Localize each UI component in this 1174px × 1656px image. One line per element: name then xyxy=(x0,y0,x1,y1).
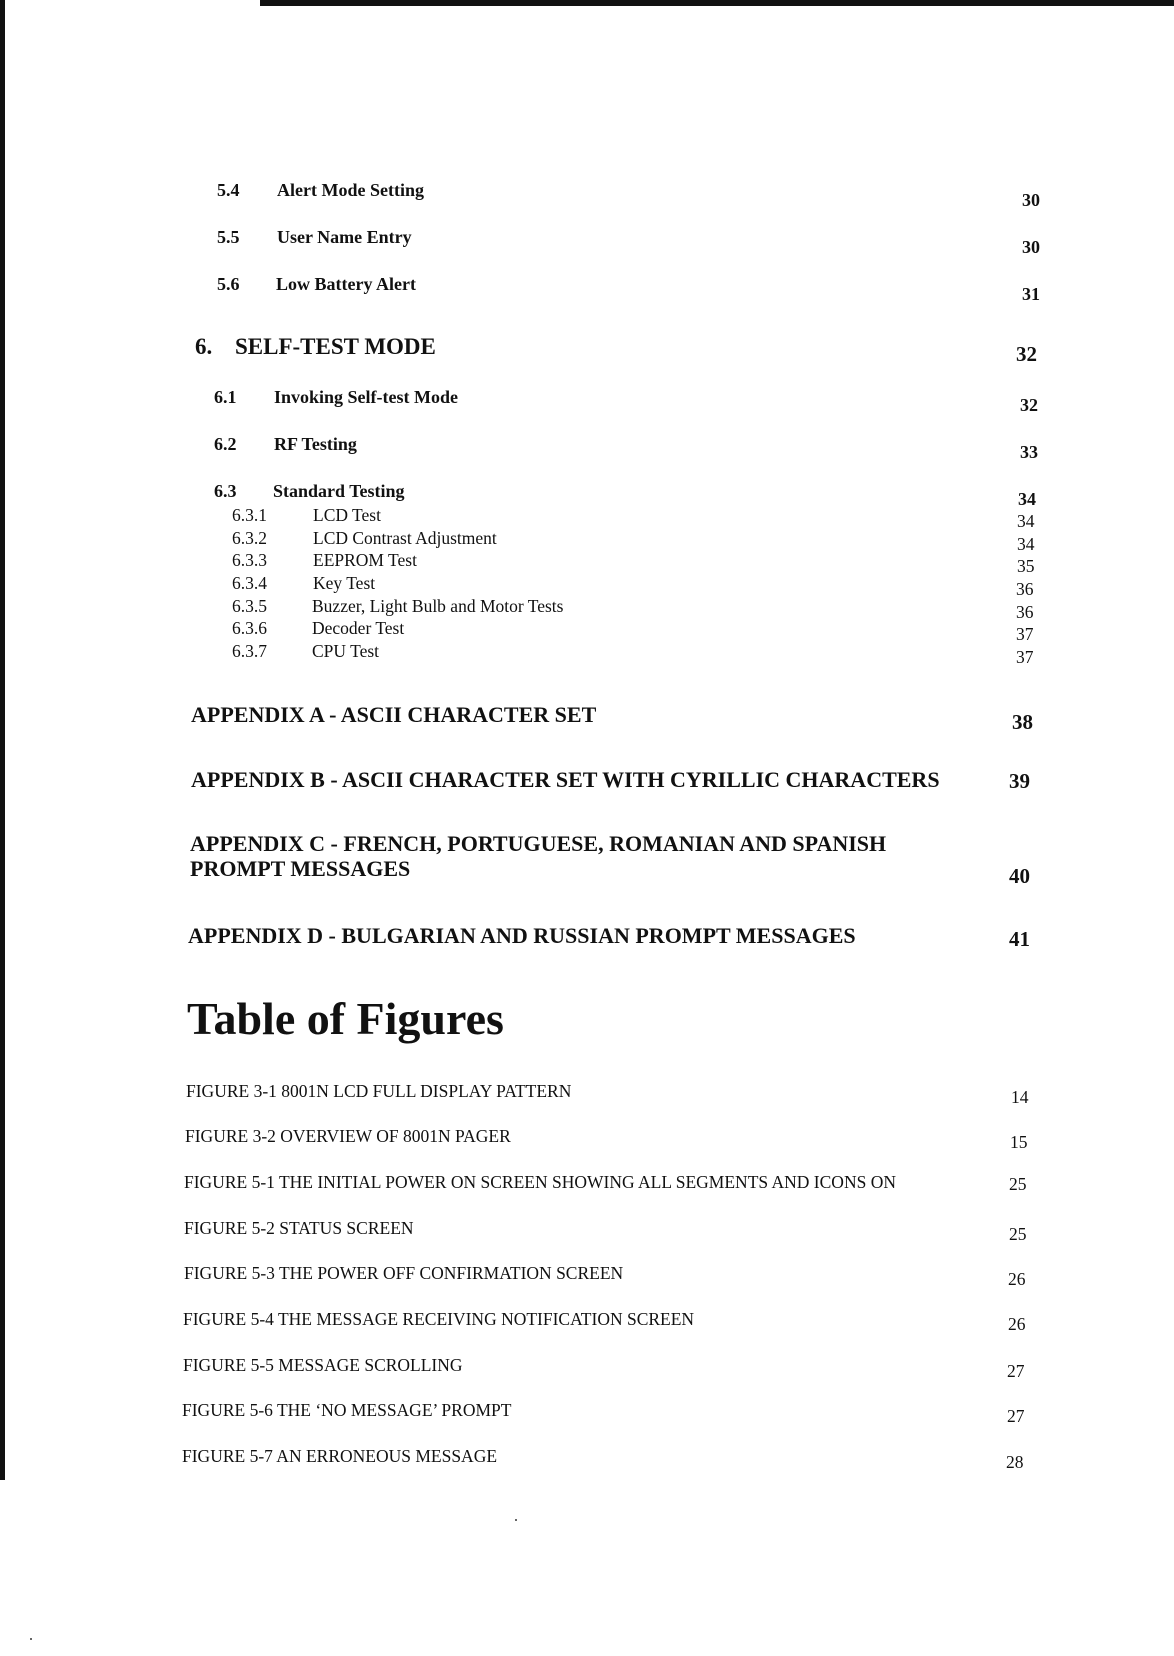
toc-page: 41 xyxy=(1009,927,1030,951)
toc-entry-appendix-a[interactable] xyxy=(0,702,1174,732)
figure-entry-5-2[interactable] xyxy=(0,1218,1174,1248)
toc-page: 37 xyxy=(1016,624,1034,644)
toc-page: 40 xyxy=(1009,864,1030,888)
figure-page: 26 xyxy=(1008,1314,1026,1334)
toc-page: 30 xyxy=(1022,237,1040,257)
toc-title: Standard Testing xyxy=(273,481,405,501)
toc-title: RF Testing xyxy=(274,434,357,454)
figure-page: 14 xyxy=(1011,1087,1029,1107)
figure-title: FIGURE 5-2 STATUS SCREEN xyxy=(184,1218,414,1238)
toc-entry-6-1[interactable] xyxy=(0,387,1174,417)
figure-page: 26 xyxy=(1008,1269,1026,1289)
figure-page: 27 xyxy=(1007,1406,1025,1426)
toc-title-line2: PROMPT MESSAGES xyxy=(190,856,411,881)
toc-page: 30 xyxy=(1022,190,1040,210)
toc-number: 5.5 xyxy=(217,227,240,247)
figure-title: FIGURE 5-4 THE MESSAGE RECEIVING NOTIFICATION SCREEN xyxy=(183,1309,695,1329)
toc-entry-appendix-b[interactable] xyxy=(0,767,1174,797)
toc-number: 6.3 xyxy=(214,481,237,501)
toc-number: 6.1 xyxy=(214,387,237,407)
scan-speck xyxy=(30,1638,32,1640)
toc-title: Invoking Self-test Mode xyxy=(274,387,458,407)
toc-number: 6.3.1 xyxy=(232,505,267,525)
toc-page: 34 xyxy=(1018,489,1036,509)
toc-entry-6-2[interactable] xyxy=(0,434,1174,464)
toc-number: 6.3.4 xyxy=(232,573,267,593)
figure-title: FIGURE 3-1 8001N LCD FULL DISPLAY PATTERN xyxy=(186,1081,572,1101)
toc-page: 35 xyxy=(1017,556,1035,576)
toc-number: 6.3.5 xyxy=(232,596,267,616)
toc-title: APPENDIX D - BULGARIAN AND RUSSIAN PROMPT MESSAGES xyxy=(188,923,856,948)
toc-number: 6.3.7 xyxy=(232,641,267,661)
toc-title: User Name Entry xyxy=(277,227,412,247)
figure-page: 28 xyxy=(1006,1452,1024,1472)
toc-number: 6.3.3 xyxy=(232,550,267,570)
toc-title: LCD Contrast Adjustment xyxy=(313,528,497,548)
toc-page: 33 xyxy=(1020,442,1038,462)
figure-entry-3-1[interactable] xyxy=(0,1081,1174,1111)
toc-title: APPENDIX A - ASCII CHARACTER SET xyxy=(191,702,597,727)
figure-title: FIGURE 5-5 MESSAGE SCROLLING xyxy=(183,1355,463,1375)
toc-entry-appendix-d[interactable] xyxy=(0,923,1174,953)
toc-page: 37 xyxy=(1016,647,1034,667)
figure-entry-5-3[interactable] xyxy=(0,1263,1174,1293)
toc-number: 6.2 xyxy=(214,434,237,454)
figure-title: FIGURE 3-2 OVERVIEW OF 8001N PAGER xyxy=(185,1126,511,1146)
toc-title: Key Test xyxy=(313,573,376,593)
toc-title: Low Battery Alert xyxy=(276,274,416,294)
toc-page: 31 xyxy=(1022,284,1040,304)
toc-page: 34 xyxy=(1017,534,1035,554)
toc-entry-6-3-7[interactable] xyxy=(0,641,1174,671)
figure-title: FIGURE 5-3 THE POWER OFF CONFIRMATION SCREEN xyxy=(184,1263,624,1283)
figure-title: FIGURE 5-7 AN ERRONEOUS MESSAGE xyxy=(182,1446,498,1466)
toc-title: EEPROM Test xyxy=(313,550,417,570)
toc-title: Decoder Test xyxy=(312,618,405,638)
toc-title: LCD Test xyxy=(313,505,381,525)
figure-entry-5-1[interactable] xyxy=(0,1172,1174,1202)
toc-number: 6. xyxy=(195,334,213,359)
figure-title: FIGURE 5-6 THE ‘NO MESSAGE’ PROMPT xyxy=(182,1400,512,1420)
figures-heading: Table of Figures xyxy=(187,993,504,1044)
figure-title: FIGURE 5-1 THE INITIAL POWER ON SCREEN SHOWING ALL SEGMENTS AND ICONS ON xyxy=(184,1172,896,1192)
toc-page: 36 xyxy=(1016,602,1034,622)
toc-page: 34 xyxy=(1017,511,1035,531)
toc-number: 6.3.6 xyxy=(232,618,267,638)
figure-page: 27 xyxy=(1007,1361,1025,1381)
figure-page: 25 xyxy=(1009,1174,1027,1194)
toc-page: 32 xyxy=(1016,342,1037,366)
figure-entry-5-5[interactable] xyxy=(0,1355,1174,1385)
figure-entry-5-6[interactable] xyxy=(0,1400,1174,1430)
toc-number: 5.6 xyxy=(217,274,240,294)
toc-title: APPENDIX B - ASCII CHARACTER SET WITH CYRILLIC CHARACTERS xyxy=(191,767,940,792)
toc-entry-appendix-c[interactable] xyxy=(0,831,1174,891)
toc-entry-5-4[interactable] xyxy=(0,180,1174,210)
toc-page: 38 xyxy=(1012,710,1033,734)
toc-title: CPU Test xyxy=(312,641,380,661)
toc-page: 36 xyxy=(1016,579,1034,599)
figure-page: 15 xyxy=(1010,1132,1028,1152)
figure-entry-5-4[interactable] xyxy=(0,1309,1174,1339)
toc-title: Buzzer, Light Bulb and Motor Tests xyxy=(312,596,564,616)
toc-entry-5-6[interactable] xyxy=(0,274,1174,304)
figure-page: 25 xyxy=(1009,1224,1027,1244)
scan-speck xyxy=(515,1519,517,1521)
toc-title-line1: APPENDIX C - FRENCH, PORTUGUESE, ROMANIAN AND SPANISH xyxy=(190,831,887,856)
figure-entry-3-2[interactable] xyxy=(0,1126,1174,1156)
scan-edge-left xyxy=(0,0,5,1480)
toc-number: 6.3.2 xyxy=(232,528,267,548)
figure-entry-5-7[interactable] xyxy=(0,1446,1174,1476)
toc-entry-5-5[interactable] xyxy=(0,227,1174,257)
toc-number: 5.4 xyxy=(217,180,240,200)
toc-entry-6[interactable] xyxy=(0,334,1174,364)
toc-title: Alert Mode Setting xyxy=(277,180,424,200)
toc-page: 32 xyxy=(1020,395,1038,415)
toc-title: SELF-TEST MODE xyxy=(235,334,436,359)
scan-edge-top xyxy=(260,0,1174,6)
toc-page: 39 xyxy=(1009,769,1030,793)
